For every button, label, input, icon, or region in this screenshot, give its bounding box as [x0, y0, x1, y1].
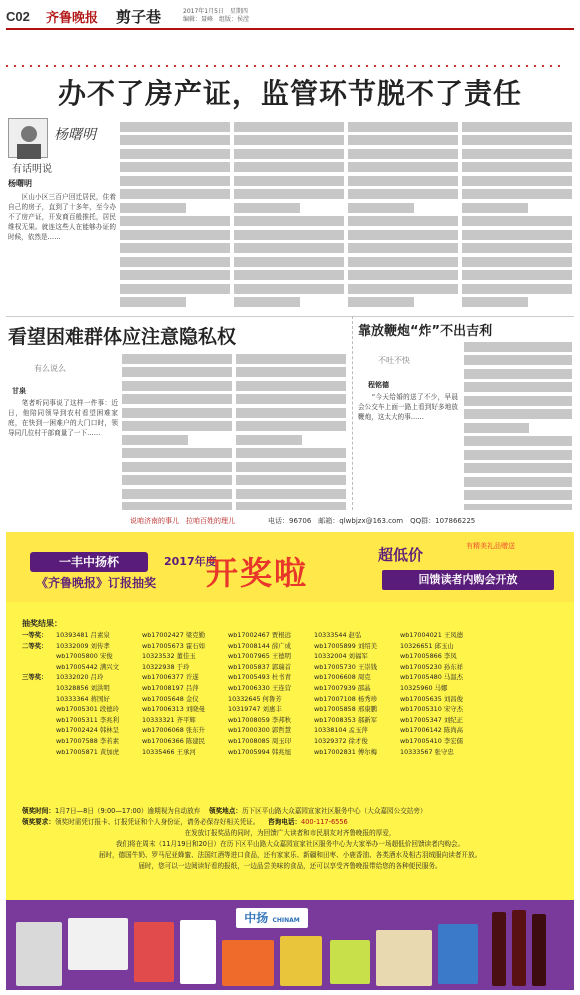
article2-opening: 笔者听同事说了这样一件事：近日，他陪同领导到农村看望困难家庭，在快到一困难户的大门口时，领导同几位村干部商量了一下…… — [8, 399, 118, 437]
product-carton — [134, 922, 174, 982]
page-header — [6, 4, 574, 30]
winner-cell: wb17005480 马温杰 — [400, 673, 464, 682]
winner-row — [22, 747, 570, 758]
column-divider — [352, 316, 353, 510]
article1-author: 杨曙明 — [8, 179, 32, 188]
prize-label — [22, 683, 56, 694]
winner-cell: wb17005858 邢康鹏 — [314, 705, 378, 714]
ad-year: 2017年度 — [164, 555, 217, 568]
info-line-1 — [22, 806, 558, 817]
winner-cell: 10333321 齐平辉 — [142, 715, 196, 724]
winner-cell: wb17006377 许遂 — [142, 673, 199, 682]
winner-cell: wb17007588 李若素 — [56, 736, 120, 745]
article2-column-tag: 有么说么 — [34, 364, 66, 373]
article2-body-col2 — [122, 350, 232, 510]
winner-cell: wb17005635 刘昌俊 — [400, 694, 464, 703]
article1-headline[interactable]: 办不了房产证，监管环节脱不了责任 — [57, 77, 522, 110]
info-label: 领奖地点： — [208, 807, 242, 815]
winner-cell: wb17007939 邵晶 — [314, 683, 371, 692]
winner-cell: 10333364 蒋国好 — [56, 694, 110, 703]
article3-body-col2 — [464, 338, 572, 510]
info-label: 领奖要求： — [22, 818, 55, 826]
winner-cell: wb17005837 郭瑞首 — [228, 662, 292, 671]
product-oil — [280, 936, 322, 986]
article2-text — [8, 398, 118, 510]
article1-body-col2 — [120, 118, 230, 310]
winner-cell: 10325960 马娜 — [400, 683, 448, 692]
article1-text — [8, 192, 116, 310]
article3-headline[interactable]: 靠放鞭炮“炸”不出吉利 — [358, 324, 493, 339]
info-phone: 400-117-6556 — [301, 818, 348, 826]
page-number: C02 — [6, 8, 30, 24]
winner-row — [22, 725, 570, 736]
product-wine — [532, 914, 546, 986]
page-footer — [6, 514, 574, 528]
winner-row — [22, 662, 570, 673]
divider-dots — [6, 52, 574, 58]
winner-cell: wb17005493 杜书青 — [228, 673, 292, 682]
winner-row — [22, 715, 570, 726]
column-name: 剪子巷 — [116, 7, 162, 26]
winner-cell: wb17006068 张东升 — [142, 726, 206, 735]
info-text: 历下区平山路大众嘉园宣家社区服务中心（大众嘉园公交站旁） — [241, 807, 427, 815]
winner-cell: wb17008144 薛广成 — [228, 641, 292, 650]
prize-label: 二等奖： — [22, 641, 48, 650]
info-paragraph: 届时，德国牛奶、罗马尼亚蜂蜜、法国红酒等进口食品，还有家家乐、新疆和田枣、小鹿香油、各类酒水及相古羽绒服向读者开放。 — [98, 851, 482, 859]
info-label: 咨询电话： — [268, 818, 302, 826]
winners-table — [22, 630, 570, 757]
winner-cell: 10329372 徐才俊 — [314, 736, 368, 745]
winner-cell: wb17005310 宋守杰 — [400, 705, 464, 714]
article2-body-col3 — [236, 350, 346, 510]
promo-box — [378, 542, 558, 594]
prize-label — [22, 736, 56, 747]
winner-row — [22, 704, 570, 715]
article3-author: 程铭德 — [368, 381, 389, 389]
prize-label — [22, 704, 56, 715]
prize-label — [22, 747, 56, 758]
prize-label — [22, 651, 56, 662]
author-signature: 杨曙明 — [54, 127, 96, 143]
promo-bar: 回馈读者内购会开放 — [382, 570, 554, 590]
paper-name: 齐鲁晚报 — [46, 10, 99, 26]
winner-cell: 10333567 张守忠 — [400, 747, 454, 756]
winners-title: 抽奖结果： — [22, 619, 62, 628]
article1-body-col4 — [348, 118, 458, 310]
info-paragraph: 届时，您可以一边阅读好看的报纸，一边品尝美味的食品，还可以享受齐鲁晚报带给您的各种便民服务。 — [138, 862, 442, 870]
article1-body-col3 — [234, 118, 344, 310]
winner-cell: 10338104 孟玉萍 — [314, 726, 368, 735]
winner-cell: wb17005800 宋俊 — [56, 652, 113, 661]
portrait-icon — [9, 119, 49, 159]
winner-cell: wb17008085 周玉印 — [228, 736, 292, 745]
article3-opening: “今天给婚的送了不少，早晨会公交车上面一路上看到好多地放鞭炮，这太大的事…… — [358, 393, 458, 421]
article2-headline[interactable]: 看望困难群体应注意隐私权 — [8, 326, 237, 348]
prize-label: 三等奖： — [22, 673, 48, 682]
winner-cell: 10335466 王承河 — [142, 747, 196, 756]
article1-opening: 区山小区三百户回迁居民，住着自己的房子，直到了十多年，至今办不了房产证，开发商百般推托，居民维权无果。就连这些人在能够办证的时候，依然是…… — [8, 193, 116, 241]
product-bamboo — [68, 918, 128, 970]
ad-info — [22, 806, 558, 872]
winner-cell: 10333544 赵弘 — [314, 631, 362, 639]
product-snack — [222, 940, 274, 986]
winner-cell: 10332009 刘传孝 — [56, 641, 110, 650]
winner-cell: 10322938 于玲 — [142, 662, 190, 671]
advertisement — [6, 532, 574, 990]
winner-cell: wb17007965 王德明 — [228, 652, 292, 661]
section-divider — [6, 316, 574, 317]
winner-cell: wb17005871 黄加虎 — [56, 747, 120, 756]
winner-cell: wb17005410 李宏儒 — [400, 736, 464, 745]
winner-cell: wb17007108 杨秀珍 — [314, 694, 378, 703]
ad-brand: 一丰中扬杯 — [30, 552, 148, 572]
promo-main: 超低价 — [378, 546, 424, 564]
winner-row — [22, 683, 570, 694]
ad-subtitle: 《齐鲁晚报》订报抽奖 — [36, 576, 157, 590]
info-line-2 — [22, 817, 558, 828]
winner-cell: wb17006142 陈尚高 — [400, 726, 464, 735]
winner-cell: wb17005730 王崇钱 — [314, 662, 378, 671]
footer-slogan: 说咱济南的事儿 拉咱百姓的理儿 — [130, 517, 235, 525]
winner-cell: 10332020 吕玲 — [56, 673, 104, 682]
winner-cell: wb17005230 孙东祥 — [400, 662, 464, 671]
article3-column-tag: 不吐不快 — [378, 356, 410, 365]
info-text: 1月7日—8日（9:00—17:00）逾期视为自动放弃 — [54, 807, 201, 815]
logo-text: 中扬 — [244, 911, 269, 925]
winner-row — [22, 736, 570, 747]
article3-text — [358, 392, 458, 510]
winner-cell: wb17005442 满兴文 — [56, 662, 120, 671]
winner-cell: wb17005899 刘绍美 — [314, 641, 378, 650]
winner-cell: wb17006313 刘晓曼 — [142, 705, 206, 714]
info-text: 领奖时需凭订报卡、订报凭证和个人身份证，请务必保存好相关凭证。 — [54, 818, 260, 826]
prize-label — [22, 715, 56, 726]
zhongyang-logo — [236, 908, 308, 928]
winner-cell: wb17006330 王连营 — [228, 683, 292, 692]
winner-cell: wb17005648 金仪 — [142, 694, 199, 703]
winner-cell: wb17002424 韩林呈 — [56, 726, 120, 735]
date-line: 2017年1月5日 星期四 — [183, 8, 248, 15]
winner-cell: 10332645 何鲁芳 — [228, 694, 282, 703]
winner-cell: wb17008197 吕萍 — [142, 683, 199, 692]
winner-cell: wb17002467 贾根远 — [228, 631, 292, 639]
winner-cell: wb17006366 陈建民 — [142, 736, 206, 745]
prize-label: 一等奖： — [22, 631, 48, 639]
winner-cell: wb17005673 霍石如 — [142, 641, 206, 650]
winner-cell: wb17006608 周克 — [314, 673, 371, 682]
product-water — [438, 924, 478, 984]
product-milk — [180, 920, 216, 984]
prize-label — [22, 662, 56, 673]
prize-label — [22, 694, 56, 705]
winner-cell: 10328856 刘洪明 — [56, 683, 110, 692]
info-paragraph: 我们将在周末（11月19日和20日）在历下区平山路大众嘉园宣家社区服务中心为大家举办一场超低价回馈读者内购会。 — [115, 840, 465, 848]
winner-cell: 10332004 刘福军 — [314, 652, 368, 661]
ad-banner — [6, 532, 574, 602]
promo-note: 有精美礼品赠送 — [466, 542, 515, 550]
product-bottle — [330, 940, 370, 984]
product-wine — [492, 912, 506, 986]
ad-headline: 开奖啦 — [206, 554, 309, 592]
winner-cell: 10393481 吕素泉 — [56, 631, 110, 639]
winner-cell: 10323532 董佳玉 — [142, 652, 196, 661]
winner-cell: wb17008059 李邦秋 — [228, 715, 292, 724]
winner-cell: 10319747 刘惠丰 — [228, 705, 282, 714]
product-box — [16, 922, 62, 986]
winner-cell: wb17005994 韩兆旭 — [228, 747, 292, 756]
info-paragraph: 在发放订报奖品的同时，为回馈广大读者和市民朋友对齐鲁晚报的厚爱， — [184, 829, 396, 837]
winner-row — [22, 630, 570, 641]
prize-label — [22, 725, 56, 736]
winner-cell: wb17000300 郭哲慧 — [228, 726, 292, 735]
header-meta — [183, 8, 249, 24]
winner-cell: wb17002831 傅尔梅 — [314, 747, 378, 756]
winner-cell: 10326651 邱玉山 — [400, 641, 454, 650]
editors-line: 编辑：聂峰 组版：侯滢 — [183, 16, 250, 23]
winner-cell: wb17005347 刘纪正 — [400, 715, 464, 724]
winner-cell: wb17005311 李兆利 — [56, 715, 120, 724]
product-food — [376, 930, 432, 986]
winner-cell: wb17005866 李凤 — [400, 652, 457, 661]
winner-cell: wb17008353 郝新军 — [314, 715, 378, 724]
winner-row — [22, 694, 570, 705]
product-wine — [512, 910, 526, 986]
winner-row — [22, 641, 570, 652]
winner-cell: wb17005301 段德玲 — [56, 705, 120, 714]
logo-sub: CHINAM — [272, 917, 300, 924]
footer-contact[interactable]: 电话：96706 邮箱：qlwbjzx@163.com QQ群：107866225 — [268, 517, 476, 525]
article1-column-tag: 有话明说 — [12, 164, 52, 175]
article2-author: 甘泉 — [12, 387, 26, 395]
info-label: 领奖时间： — [22, 807, 55, 815]
article1-body-col5 — [462, 118, 572, 310]
products-strip — [6, 900, 574, 990]
winner-cell: wb17004021 王凤德 — [400, 631, 464, 639]
winner-row — [22, 672, 570, 683]
winner-row — [22, 651, 570, 662]
winner-cell: wb17002427 梁克勤 — [142, 631, 206, 639]
author-photo — [8, 118, 48, 158]
